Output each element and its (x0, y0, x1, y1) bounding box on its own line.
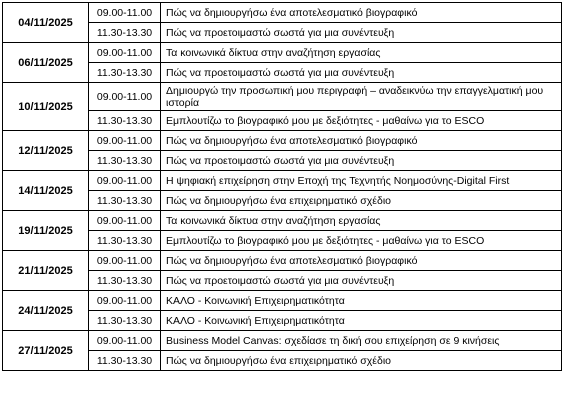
table-row (3, 291, 562, 311)
time-cell: 09.00-11.00 (89, 131, 161, 151)
time-cell: 09.00-11.00 (89, 43, 161, 63)
topic-cell: ΚΑΛΟ - Κοινωνική Επιχειρηματικότητα (161, 311, 562, 331)
table-row (3, 3, 562, 23)
time-cell: 09.00-11.00 (89, 83, 161, 111)
table-row (3, 331, 562, 351)
date-cell: 27/11/2025 (3, 331, 89, 371)
time-cell: 09.00-11.00 (89, 211, 161, 231)
time-cell: 09.00-11.00 (89, 291, 161, 311)
table-row (3, 43, 562, 63)
date-cell: 12/11/2025 (3, 131, 89, 171)
time-cell: 11.30-13.30 (89, 191, 161, 211)
table-row (3, 131, 562, 151)
schedule-table (2, 2, 562, 371)
topic-cell: Πώς να δημιουργήσω ένα επιχειρηματικό σχέδιο (161, 191, 562, 211)
table-row (3, 171, 562, 191)
table-row (3, 83, 562, 111)
date-cell: 19/11/2025 (3, 211, 89, 251)
topic-cell: Business Model Canvas: σχεδίασε τη δική σου επιχείρηση σε 9 κινήσεις (161, 331, 562, 351)
time-cell: 09.00-11.00 (89, 3, 161, 23)
topic-cell: Πώς να δημιουργήσω ένα αποτελεσματικό βιογραφικό (161, 131, 562, 151)
date-cell: 06/11/2025 (3, 43, 89, 83)
date-cell: 24/11/2025 (3, 291, 89, 331)
date-cell: 10/11/2025 (3, 83, 89, 131)
time-cell: 11.30-13.30 (89, 23, 161, 43)
topic-cell: Η ψηφιακή επιχείρηση στην Εποχή της Τεχνητής Νοημοσύνης-Digital First (161, 171, 562, 191)
topic-cell: Τα κοινωνικά δίκτυα στην αναζήτηση εργασίας (161, 211, 562, 231)
time-cell: 11.30-13.30 (89, 151, 161, 171)
topic-cell: Πώς να προετοιμαστώ σωστά για μια συνέντευξη (161, 23, 562, 43)
time-cell: 11.30-13.30 (89, 231, 161, 251)
topic-cell: Τα κοινωνικά δίκτυα στην αναζήτηση εργασίας (161, 43, 562, 63)
date-cell: 14/11/2025 (3, 171, 89, 211)
time-cell: 11.30-13.30 (89, 271, 161, 291)
time-cell: 09.00-11.00 (89, 331, 161, 351)
time-cell: 09.00-11.00 (89, 251, 161, 271)
topic-cell: Πώς να προετοιμαστώ σωστά για μια συνέντευξη (161, 271, 562, 291)
topic-cell: Πώς να δημιουργήσω ένα επιχειρηματικό σχέδιο (161, 351, 562, 371)
topic-cell: Εμπλουτίζω το βιογραφικό μου με δεξιότητες - μαθαίνω για το ESCO (161, 111, 562, 131)
topic-cell: Δημιουργώ την προσωπική μου περιγραφή – αναδεικνύω την επαγγελματική μου ιστορία (161, 83, 562, 111)
topic-cell: Πώς να προετοιμαστώ σωστά για μια συνέντευξη (161, 63, 562, 83)
table-row (3, 211, 562, 231)
time-cell: 11.30-13.30 (89, 111, 161, 131)
topic-cell: Πώς να προετοιμαστώ σωστά για μια συνέντευξη (161, 151, 562, 171)
time-cell: 09.00-11.00 (89, 171, 161, 191)
topic-cell: Πώς να δημιουργήσω ένα αποτελεσματικό βιογραφικό (161, 251, 562, 271)
topic-cell: Εμπλουτίζω το βιογραφικό μου με δεξιότητες - μαθαίνω για το ESCO (161, 231, 562, 251)
time-cell: 11.30-13.30 (89, 351, 161, 371)
topic-cell: Πώς να δημιουργήσω ένα αποτελεσματικό βιογραφικό (161, 3, 562, 23)
topic-cell: ΚΑΛΟ - Κοινωνική Επιχειρηματικότητα (161, 291, 562, 311)
time-cell: 11.30-13.30 (89, 63, 161, 83)
time-cell: 11.30-13.30 (89, 311, 161, 331)
date-cell: 04/11/2025 (3, 3, 89, 43)
table-row (3, 251, 562, 271)
date-cell: 21/11/2025 (3, 251, 89, 291)
